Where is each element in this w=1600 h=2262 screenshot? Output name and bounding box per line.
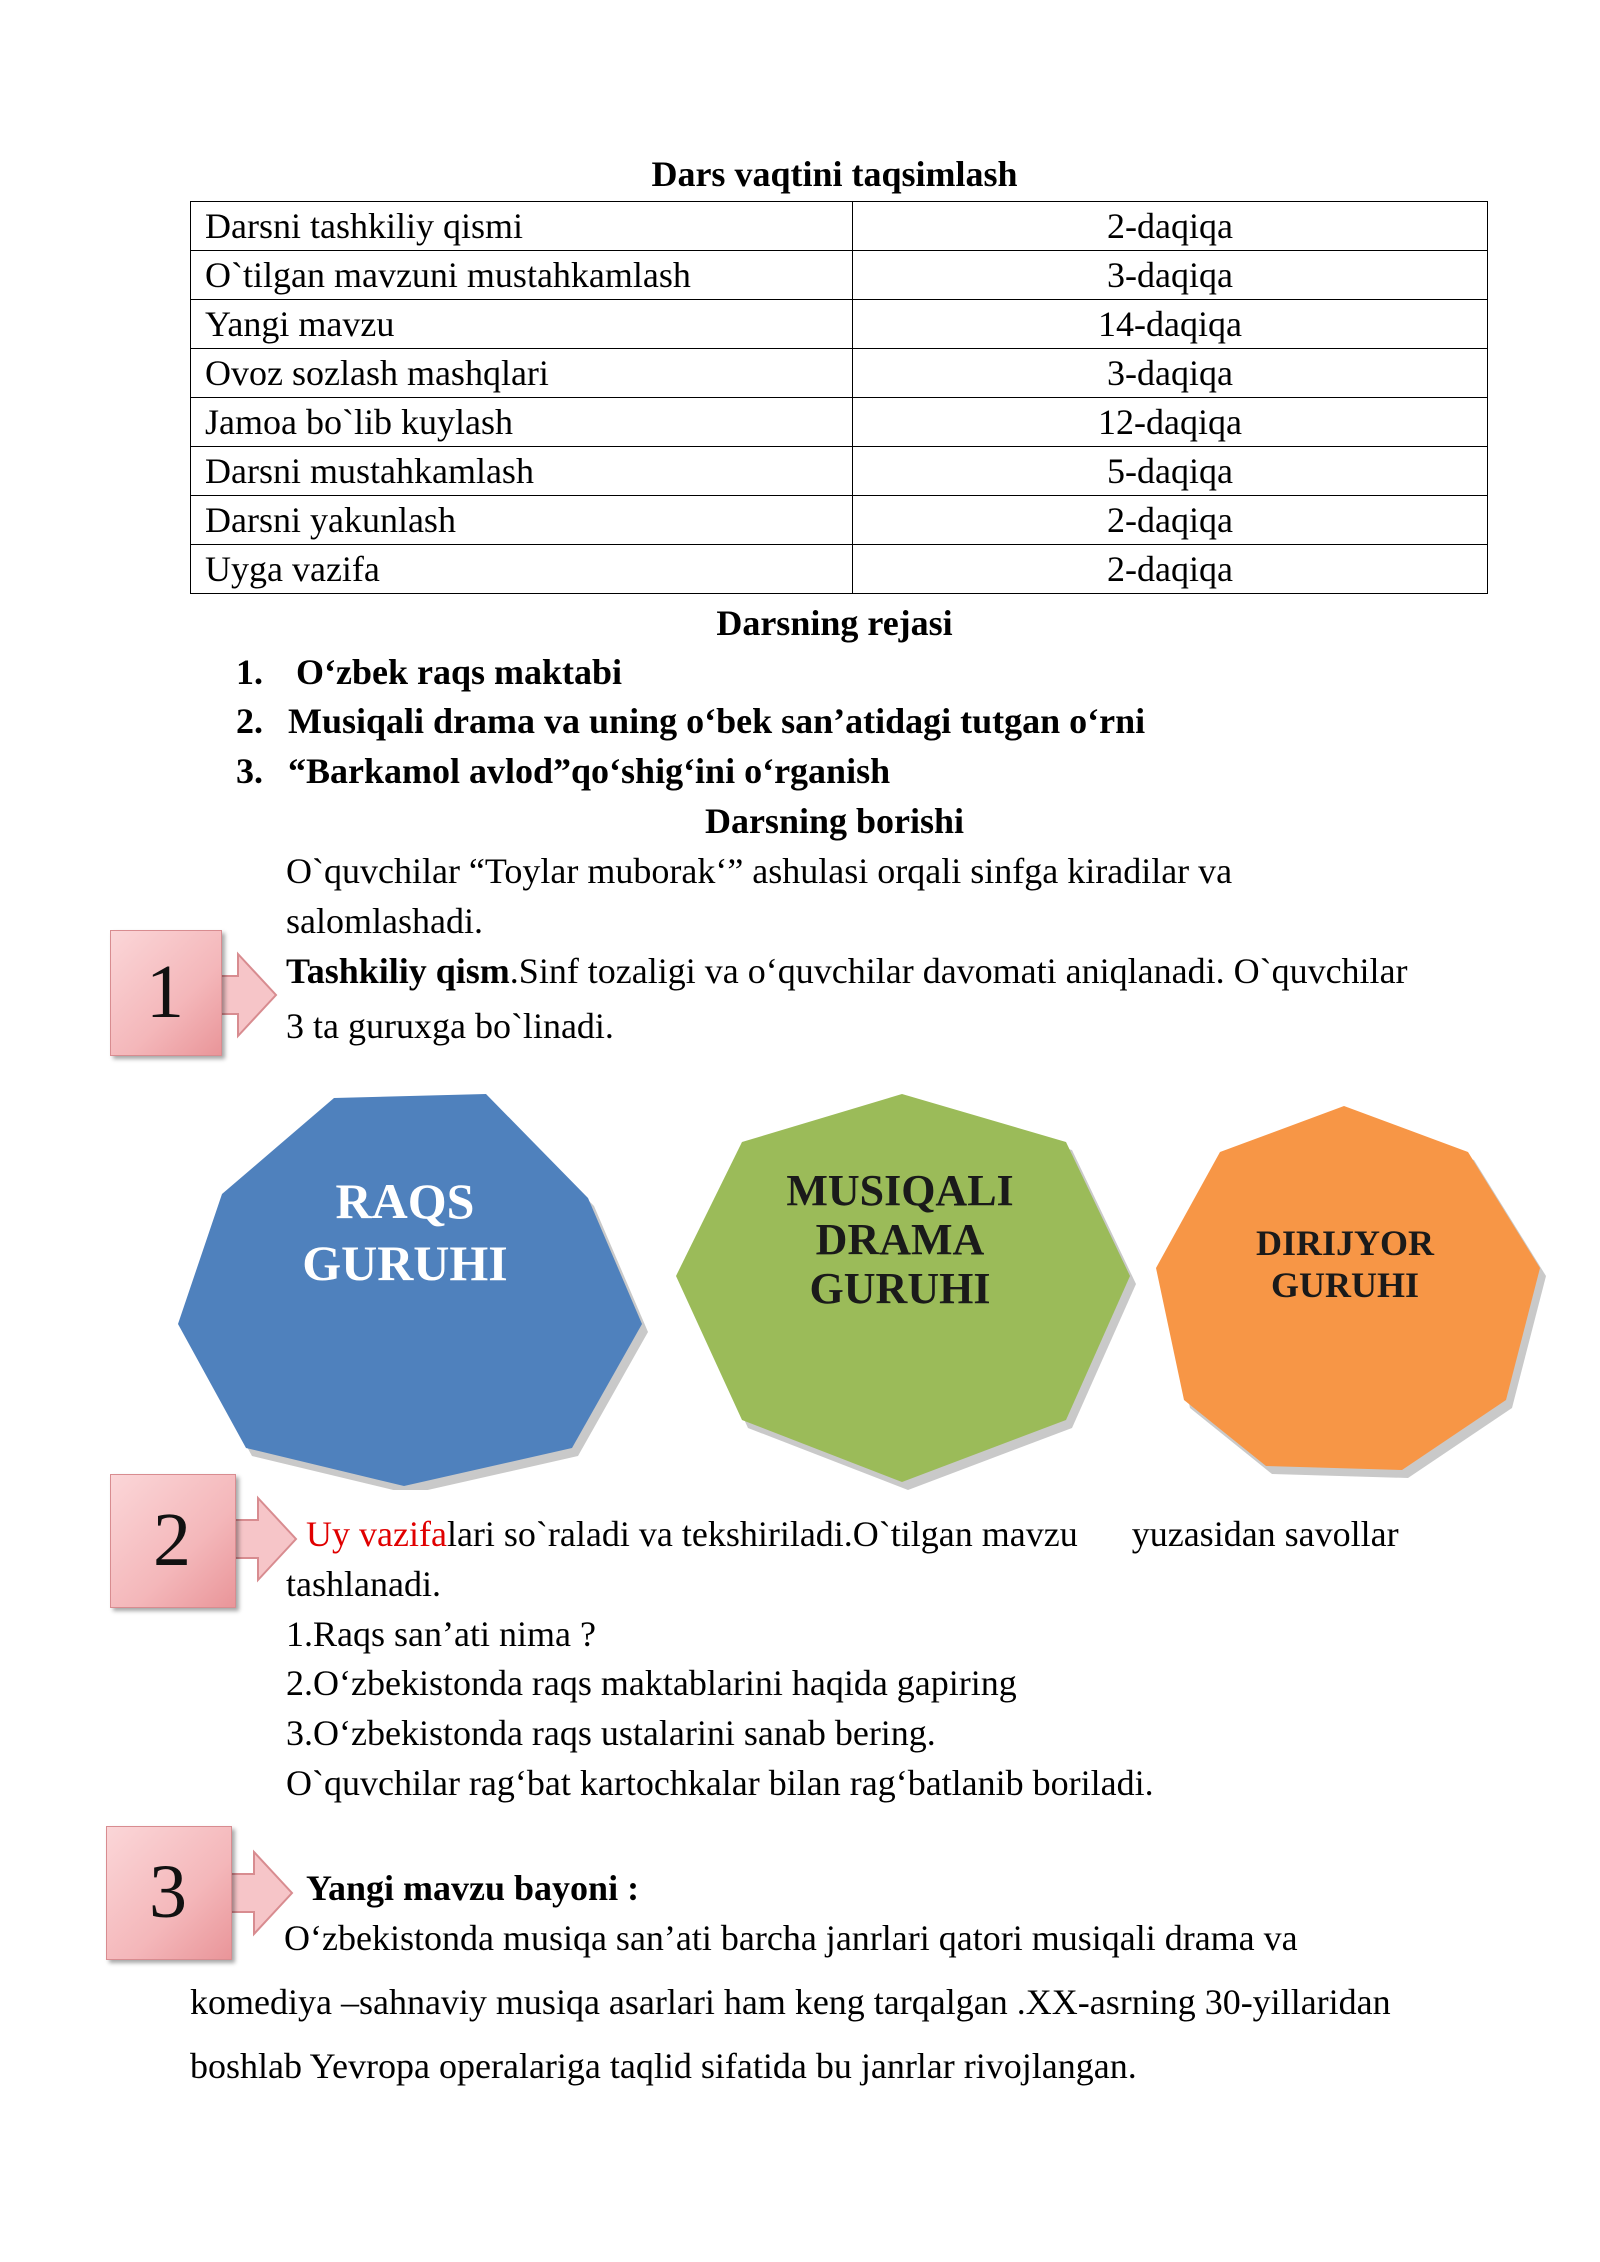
plan-item: 2. Musiqali drama va uning o‘bek san’atidagi tutgan o‘rni <box>236 701 1146 741</box>
time-table-row <box>191 300 1488 349</box>
duration-cell: 12-daqiqa <box>853 398 1488 447</box>
plan-item: 3. “Barkamol avlod”qo‘shig‘ini o‘rganish <box>236 751 891 791</box>
duration-cell: 14-daqiqa <box>853 300 1488 349</box>
activity-cell: Uyga vazifa <box>191 545 853 594</box>
activity-cell: O`tilgan mavzuni mustahkamlash <box>191 251 853 300</box>
step3-heading: Yangi mavzu bayoni : <box>306 1868 640 1908</box>
intro-line: salomlashadi. <box>286 901 483 941</box>
activity-cell: Darsni yakunlash <box>191 496 853 545</box>
time-table-row <box>191 251 1488 300</box>
step-badge-2 <box>110 1474 260 1604</box>
step-badge-3 <box>106 1826 256 1956</box>
step3-line: O‘zbekistonda musiqa san’ati barcha janrlari qatori musiqali drama va <box>284 1918 1298 1958</box>
progress-title: Darsning borishi <box>704 801 965 841</box>
plan-title: Darsning rejasi <box>716 603 953 643</box>
plan-item: 1. O‘zbek raqs maktabi <box>236 652 623 692</box>
time-table-row <box>191 545 1488 594</box>
time-table-row <box>191 398 1488 447</box>
activity-cell: Darsni tashkiliy qismi <box>191 202 853 251</box>
time-table-row <box>191 349 1488 398</box>
step2-line2: tashlanadi. <box>286 1564 441 1604</box>
step1-line2: 3 ta guruxga bo`linadi. <box>286 1006 614 1046</box>
question-1: 1.Raqs san’ati nima ? <box>286 1614 596 1654</box>
time-table-row <box>191 202 1488 251</box>
badge-number: 3 <box>149 1850 187 1934</box>
duration-cell: 3-daqiqa <box>853 251 1488 300</box>
activity-cell: Yangi mavzu <box>191 300 853 349</box>
duration-cell: 5-daqiqa <box>853 447 1488 496</box>
time-table-title: Dars vaqtini taqsimlash <box>651 154 1018 194</box>
time-table <box>190 201 1488 594</box>
step2-line: Uy vazifalari so`raladi va tekshiriladi.O`tilgan mavzu yuzasidan savollar <box>306 1514 1399 1554</box>
intro-line: O`quvchilar “Toylar muborak‘” ashulasi orqali sinfga kiradilar va <box>286 851 1233 891</box>
question-3: 3.O‘zbekistonda raqs ustalarini sanab bering. <box>286 1713 936 1753</box>
step-badge-1 <box>110 930 260 1060</box>
dirijyor-group-label: DIRIJYOR GURUHI <box>1255 1223 1434 1305</box>
duration-cell: 2-daqiqa <box>853 496 1488 545</box>
step3-line: boshlab Yevropa operalariga taqlid sifatida bu janrlar rivojlangan. <box>190 2046 1137 2086</box>
raqs-group-label: RAQS GURUHI <box>302 1173 508 1291</box>
duration-cell: 2-daqiqa <box>853 202 1488 251</box>
activity-cell: Jamoa bo`lib kuylash <box>191 398 853 447</box>
badge-number: 2 <box>153 1498 191 1582</box>
badge-number: 1 <box>146 950 184 1034</box>
time-table-row <box>191 496 1488 545</box>
step1-line: Tashkiliy qism.Sinf tozaligi va o‘quvchilar davomati aniqlanadi. O`quvchilar <box>286 951 1408 991</box>
question-2: 2.O‘zbekistonda raqs maktablarini haqida gapiring <box>286 1663 1017 1703</box>
activity-cell: Ovoz sozlash mashqlari <box>191 349 853 398</box>
step2-closing: O`quvchilar rag‘bat kartochkalar bilan rag‘batlanib boriladi. <box>286 1763 1154 1803</box>
activity-cell: Darsni mustahkamlash <box>191 447 853 496</box>
step3-line: komediya –sahnaviy musiqa asarlari ham keng tarqalgan .XX-asrning 30-yillaridan <box>190 1982 1391 2022</box>
duration-cell: 3-daqiqa <box>853 349 1488 398</box>
drama-group-label: MUSIQALI DRAMA GURUHI <box>786 1166 1014 1313</box>
time-table-row <box>191 447 1488 496</box>
duration-cell: 2-daqiqa <box>853 545 1488 594</box>
